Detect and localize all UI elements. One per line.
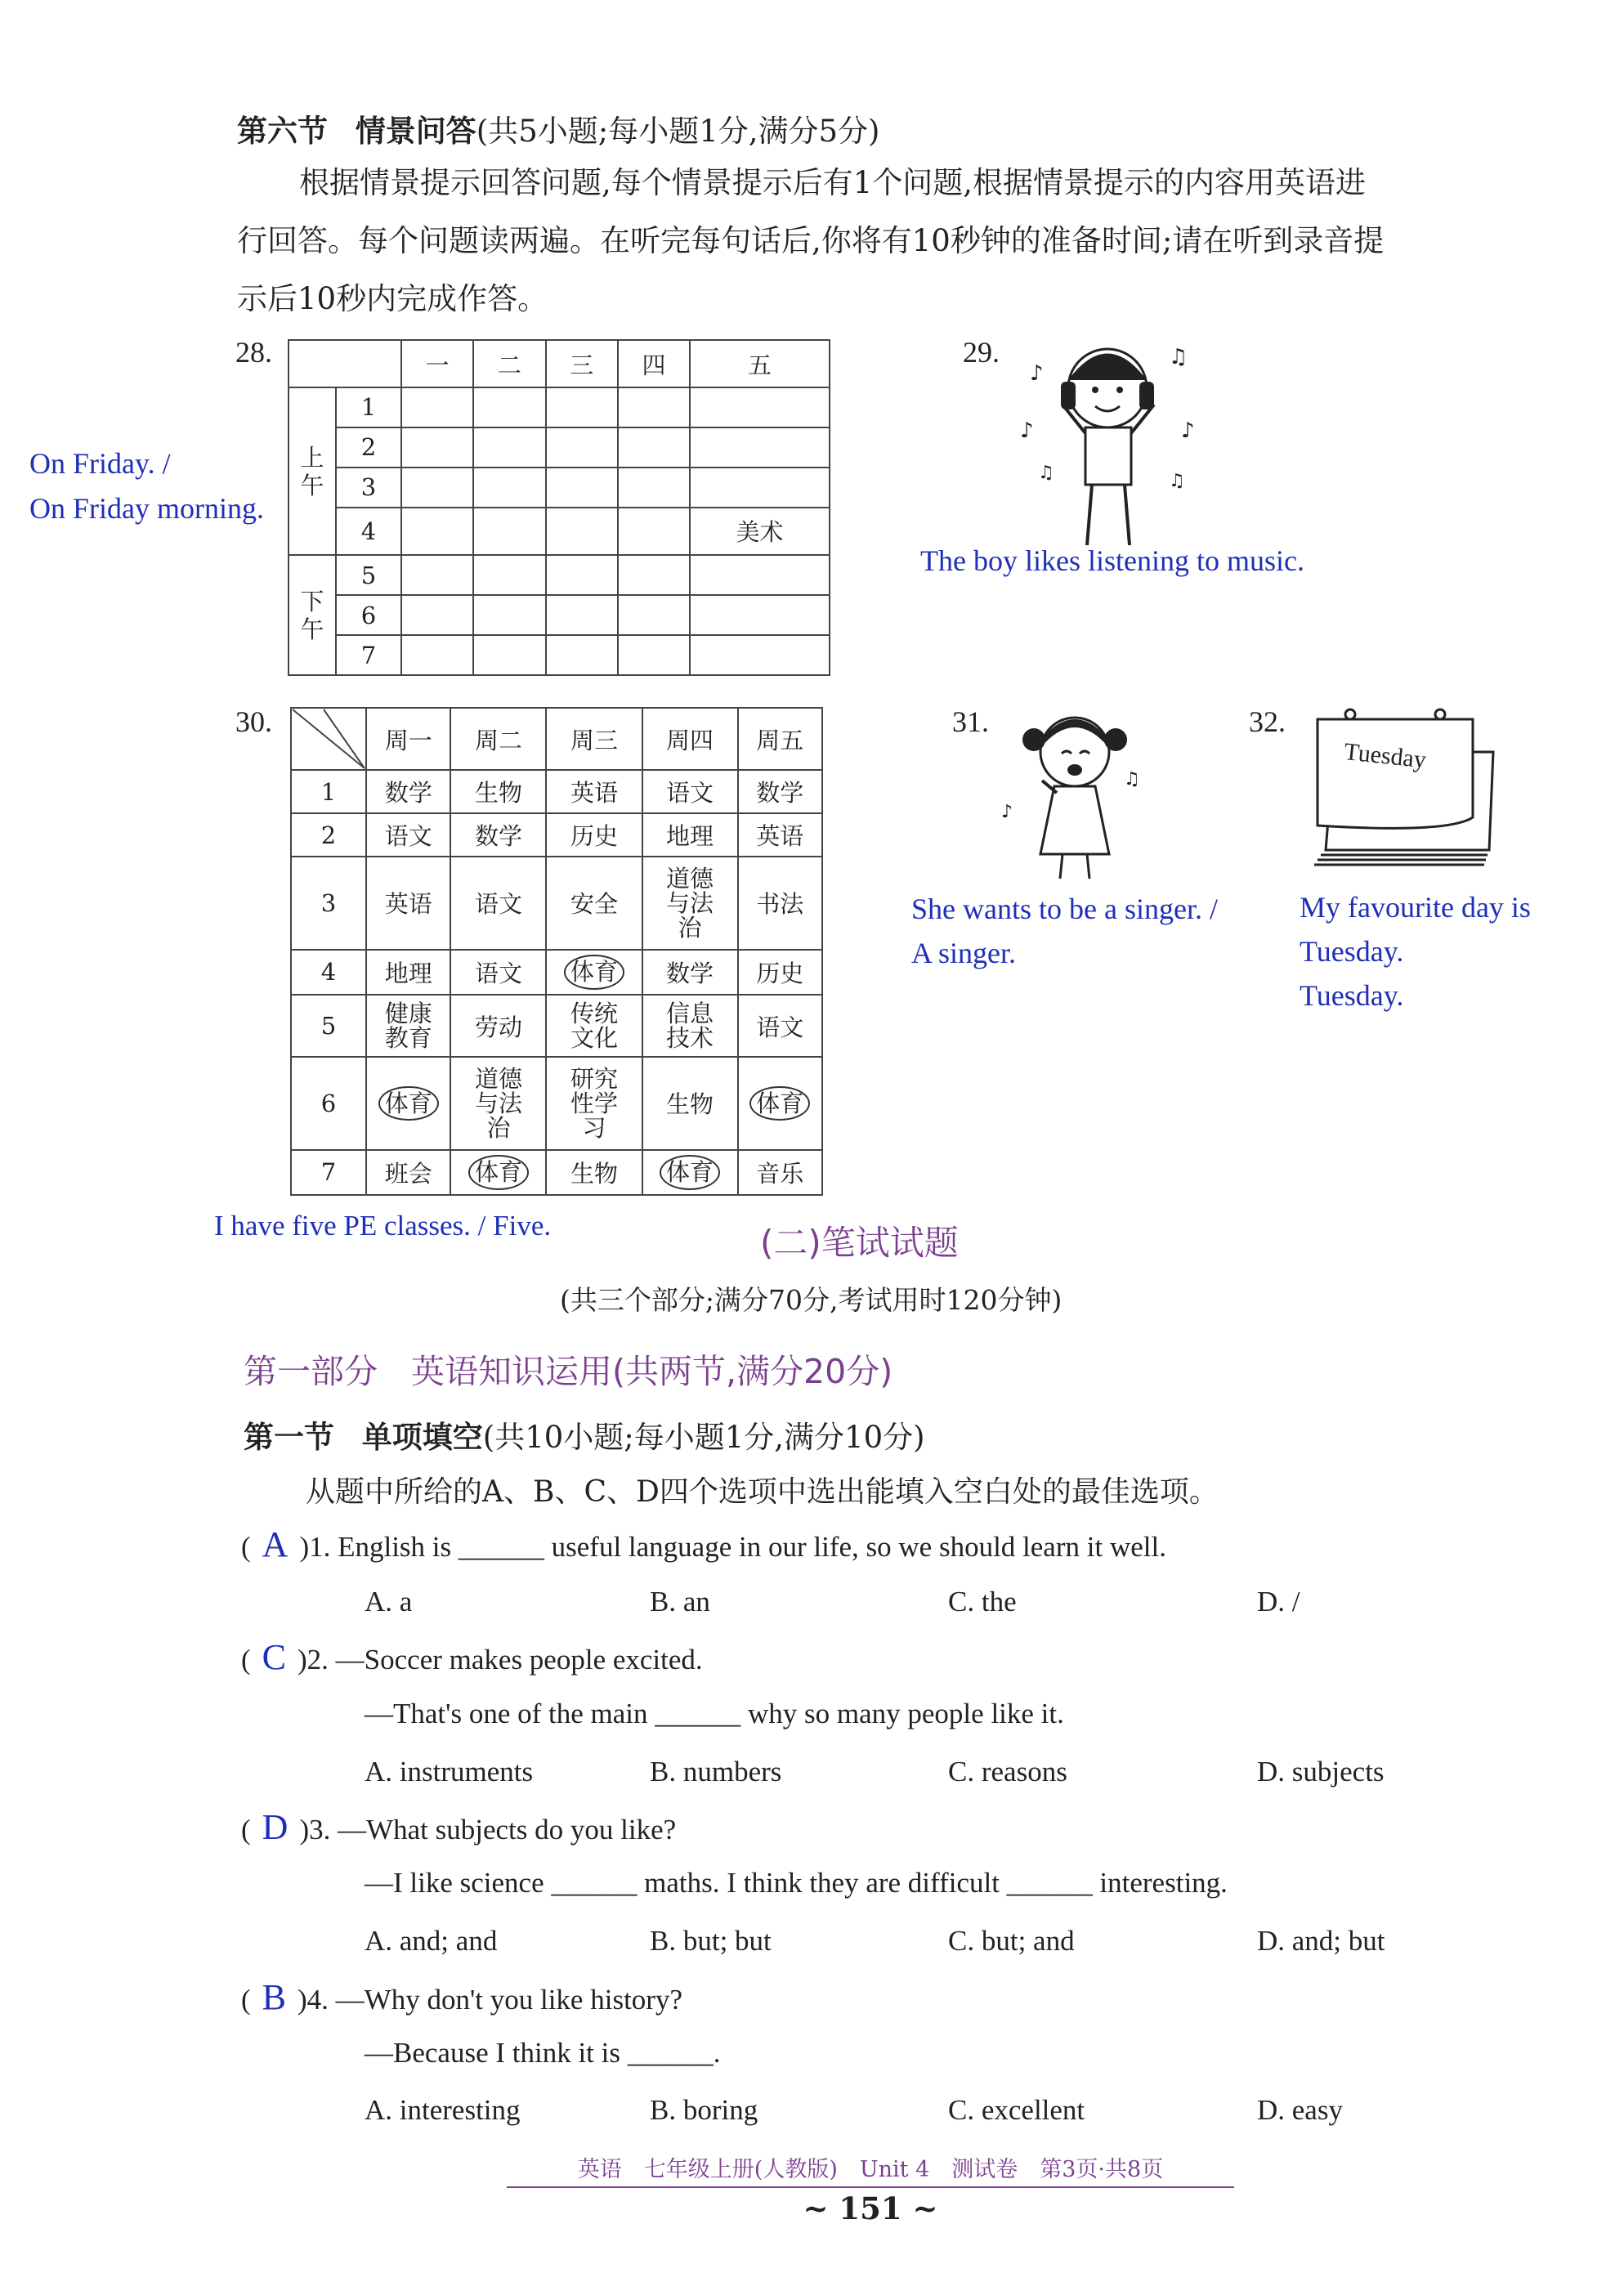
written-subheading: (共三个部分;满分70分,考试用时120分钟) — [560, 1284, 1063, 1316]
q29-number: 29. — [963, 336, 1000, 369]
mcq-2: ( C )2. —Soccer makes people excited. — [241, 1637, 703, 1677]
instruction-line-1: 根据情景提示回答问题,每个情景提示后有1个问题,根据情景提示的内容用英语进 — [299, 165, 1367, 200]
mcq-3-line-2: —I like science ______ maths. I think they are difficult ______ interesting. — [365, 1867, 1228, 1899]
mcq-1-option-b: B. an — [650, 1586, 710, 1618]
q32-number: 32. — [1249, 705, 1286, 738]
mcq-1-option-c: C. the — [948, 1586, 1017, 1618]
pe-circled: 体育 — [564, 955, 624, 990]
mcq-2-option-a: A. instruments — [365, 1756, 534, 1788]
svg-text:♪: ♪ — [1020, 418, 1034, 443]
q29-answer: The boy likes listening to music. — [920, 544, 1304, 577]
mcq-2-line-2: —That's one of the main ______ why so many people like it. — [365, 1698, 1064, 1729]
mcq-2-option-b: B. numbers — [650, 1756, 782, 1788]
mcq-1-option-a: A. a — [365, 1586, 413, 1618]
section6-instructions — [237, 154, 1545, 328]
mcq-3: ( D )3. —What subjects do you like? — [241, 1807, 677, 1847]
part1-heading: 第一部分 英语知识运用(共两节,满分20分) — [244, 1352, 893, 1391]
q31-answer: She wants to be a singer. / A singer. — [911, 893, 1218, 969]
mcq-4-option-c: C. excellent — [948, 2094, 1085, 2126]
sec1-instruction: 从题中所给的A、B、C、D四个选项中选出能填入空白处的最佳选项。 — [306, 1475, 1219, 1509]
boy-headphones-illustration — [1013, 331, 1210, 552]
mcq-1: ( A )1. English is ______ useful language in our life, so we should learn it well. — [241, 1524, 1166, 1564]
footer-line: 英语 七年级上册(人教版) Unit 4 测试卷 第3页·共8页 — [507, 2151, 1234, 2188]
svg-text:♫: ♫ — [1169, 471, 1185, 491]
mcq-4: ( B )4. —Why don't you like history? — [241, 1977, 682, 2017]
q32-answer: My favourite day is Tuesday. Tuesday. — [1300, 891, 1531, 1012]
am-label: 上午 — [289, 387, 336, 555]
pe-circled: 体育 — [468, 1155, 529, 1190]
written-heading: (二)笔试试题 — [760, 1223, 959, 1263]
svg-text:♪: ♪ — [1001, 802, 1013, 822]
pm-label: 下午 — [289, 555, 336, 675]
mcq-4-line-2: —Because I think it is ______. — [365, 2037, 721, 2069]
sec1-heading: 第一节 单项填空(共10小题;每小题1分,满分10分) — [244, 1420, 925, 1455]
q28-timetable: 一 二 三 四 五 上午 1 2 3 4 美术 下午 5 6 7 — [288, 339, 830, 676]
mcq-2-option-c: C. reasons — [948, 1756, 1067, 1788]
pe-circled: 体育 — [378, 1086, 439, 1121]
mcq-4-option-d: D. easy — [1257, 2094, 1343, 2126]
svg-text:♫: ♫ — [1038, 463, 1054, 483]
instruction-line-2: 行回答。每个问题读两遍。在听完每句话后,你将有10秒钟的准备时间;请在听到录音提 — [237, 223, 1385, 258]
q28-number: 28. — [235, 336, 272, 369]
svg-text:♫: ♫ — [1124, 769, 1140, 790]
art-cell: 美术 — [690, 508, 830, 555]
svg-text:♪: ♪ — [1030, 361, 1044, 386]
mcq-3-option-d: D. and; but — [1257, 1925, 1385, 1957]
section6-title-rest: 情景问答 — [355, 114, 476, 149]
q30-timetable: 周一 周二 周三 周四 周五 1 数学 生物 英语 语文 数学 2 语文 数学 历史 地理 英语 3 英语 语文 安全 道德与法治 书法 4 地理 语文 体育 数学 历史 5 健康教育 劳动 传统文化 信息技术 语文 6 体育 道德与法治 研究性学习 生物 体育 7 班会 体育 生物 体育 音乐 — [290, 707, 823, 1196]
pe-circled: 体育 — [660, 1155, 720, 1190]
calendar-illustration — [1301, 703, 1501, 866]
mcq-2-option-d: D. subjects — [1257, 1756, 1385, 1788]
svg-text:♫: ♫ — [1169, 345, 1188, 369]
mcq-3-option-b: B. but; but — [650, 1925, 772, 1957]
q31-number: 31. — [952, 705, 989, 738]
section6-title-note: (共5小题;每小题1分,满分5分) — [476, 114, 880, 149]
svg-text:Tuesday: Tuesday — [1343, 738, 1428, 774]
girl-singing-illustration — [993, 703, 1156, 883]
mcq-4-option-a: A. interesting — [365, 2094, 521, 2126]
q30-number: 30. — [235, 705, 272, 738]
mcq-1-option-d: D. / — [1257, 1586, 1300, 1618]
section6-title: 第六节 — [237, 114, 328, 149]
mcq-4-option-b: B. boring — [650, 2094, 758, 2126]
q30-answer: I have five PE classes. / Five. — [214, 1210, 552, 1242]
pe-circled: 体育 — [749, 1086, 810, 1121]
svg-text:♪: ♪ — [1181, 418, 1195, 443]
page-number: ~ 151 ~ — [803, 2190, 938, 2226]
mcq-3-option-a: A. and; and — [365, 1925, 498, 1957]
section6-heading — [237, 106, 879, 150]
instruction-line-3: 示后10秒内完成作答。 — [237, 281, 548, 316]
q28-answer: On Friday. / On Friday morning. — [29, 447, 264, 525]
mcq-3-option-c: C. but; and — [948, 1925, 1075, 1957]
